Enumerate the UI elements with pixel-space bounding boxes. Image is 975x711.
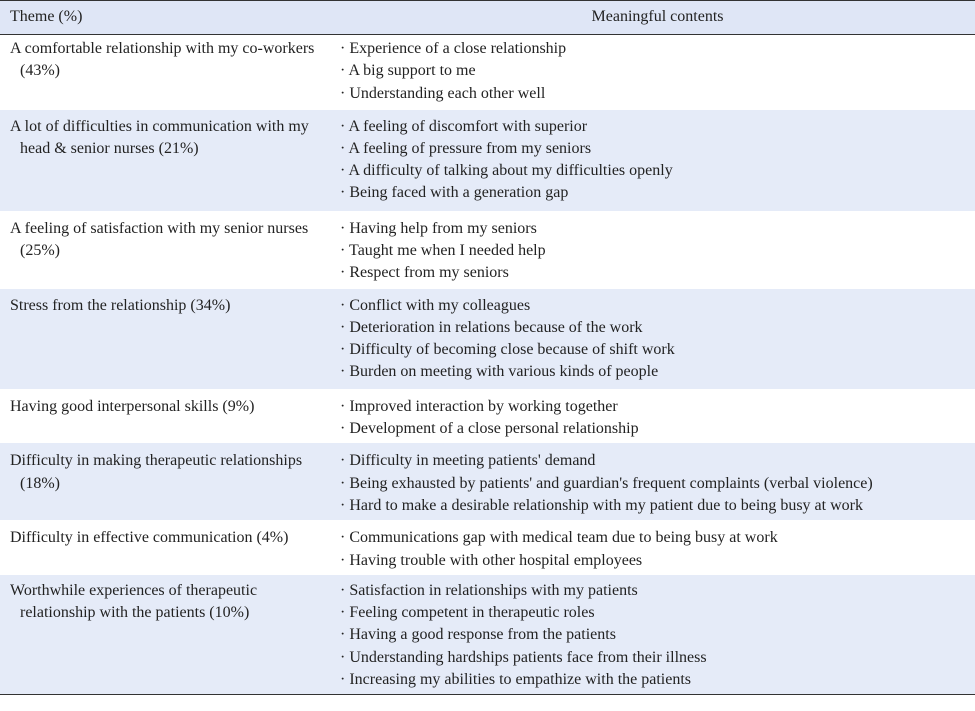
content-item: · Development of a close personal relationship — [340, 420, 639, 438]
content-item: · Having trouble with other hospital employees — [340, 551, 643, 569]
theme-cell — [0, 575, 340, 695]
content-item: · Improved interaction by working together — [340, 397, 618, 415]
content-item: · Understanding hardships patients face from their illness — [340, 648, 707, 666]
content-item: · Burden on meeting with various kinds of people — [340, 363, 659, 381]
contents-cell — [340, 389, 975, 444]
theme-text: A lot of difficulties in communication with my head & senior nurses (21%) — [10, 117, 309, 157]
content-item: · A big support to me — [340, 62, 476, 80]
theme-cell — [0, 520, 340, 575]
table-row — [0, 443, 975, 520]
content-item: · Taught me when I needed help — [340, 241, 546, 259]
theme-text: A comfortable relationship with my co-workers (43%) — [10, 40, 315, 80]
contents-cell — [340, 110, 975, 211]
content-item: · A feeling of pressure from my seniors — [340, 139, 592, 157]
table-row — [0, 289, 975, 389]
theme-cell — [0, 211, 340, 289]
content-item: · Respect from my seniors — [340, 264, 509, 282]
header-row — [0, 1, 975, 35]
table-row — [0, 520, 975, 575]
table-body — [0, 35, 975, 695]
content-item: · A feeling of discomfort with superior — [340, 117, 588, 135]
content-item: · Difficulty in meeting patients' demand — [340, 452, 596, 470]
content-item: · Hard to make a desirable relationship with my patient due to being busy at work — [340, 496, 863, 514]
content-item: · Difficulty of becoming close because of shift work — [340, 341, 675, 359]
contents-cell — [340, 520, 975, 575]
table-row — [0, 110, 975, 211]
content-item: · Having a good response from the patients — [340, 626, 616, 644]
content-item: · Satisfaction in relationships with my patients — [340, 581, 638, 599]
contents-cell — [340, 289, 975, 389]
content-item: · Conflict with my colleagues — [340, 296, 531, 314]
theme-cell — [0, 110, 340, 211]
contents-cell — [340, 443, 975, 520]
table-header — [0, 1, 975, 35]
contents-cell — [340, 575, 975, 695]
content-item: · Experience of a close relationship — [340, 40, 567, 57]
table-row — [0, 389, 975, 444]
content-item: · Feeling competent in therapeutic roles — [340, 604, 595, 622]
contents-cell — [340, 211, 975, 289]
theme-cell — [0, 443, 340, 520]
content-item: · Having help from my seniors — [340, 219, 537, 237]
table-row — [0, 211, 975, 289]
content-item: · Communications gap with medical team due to being busy at work — [340, 529, 778, 547]
theme-text: A feeling of satisfaction with my senior nurses (25%) — [10, 219, 309, 259]
content-item: · Increasing my abilities to empathize with the patients — [340, 671, 692, 689]
content-item: · Understanding each other well — [340, 84, 546, 102]
theme-cell — [0, 389, 340, 444]
theme-text: Having good interpersonal skills (9%) — [10, 397, 255, 415]
table-row — [0, 575, 975, 695]
theme-text: Difficulty in effective communication (4%) — [10, 529, 289, 547]
theme-cell — [0, 35, 340, 110]
table-row — [0, 35, 975, 110]
theme-text: Worthwhile experiences of therapeutic relationship with the patients (10%) — [10, 581, 258, 622]
content-item: · Being exhausted by patients' and guardian's frequent complaints (verbal violence) — [340, 474, 873, 492]
theme-column-header: Theme (%) — [0, 1, 340, 35]
content-item: · Deterioration in relations because of the work — [340, 318, 643, 336]
content-item: · A difficulty of talking about my difficulties openly — [340, 162, 673, 180]
theme-text: Stress from the relationship (34%) — [10, 296, 231, 314]
content-item: · Being faced with a generation gap — [340, 184, 569, 202]
theme-cell — [0, 289, 340, 389]
contents-column-header: Meaningful contents — [340, 1, 975, 35]
contents-cell — [340, 35, 975, 110]
theme-text: Difficulty in making therapeutic relationships (18%) — [10, 452, 303, 492]
